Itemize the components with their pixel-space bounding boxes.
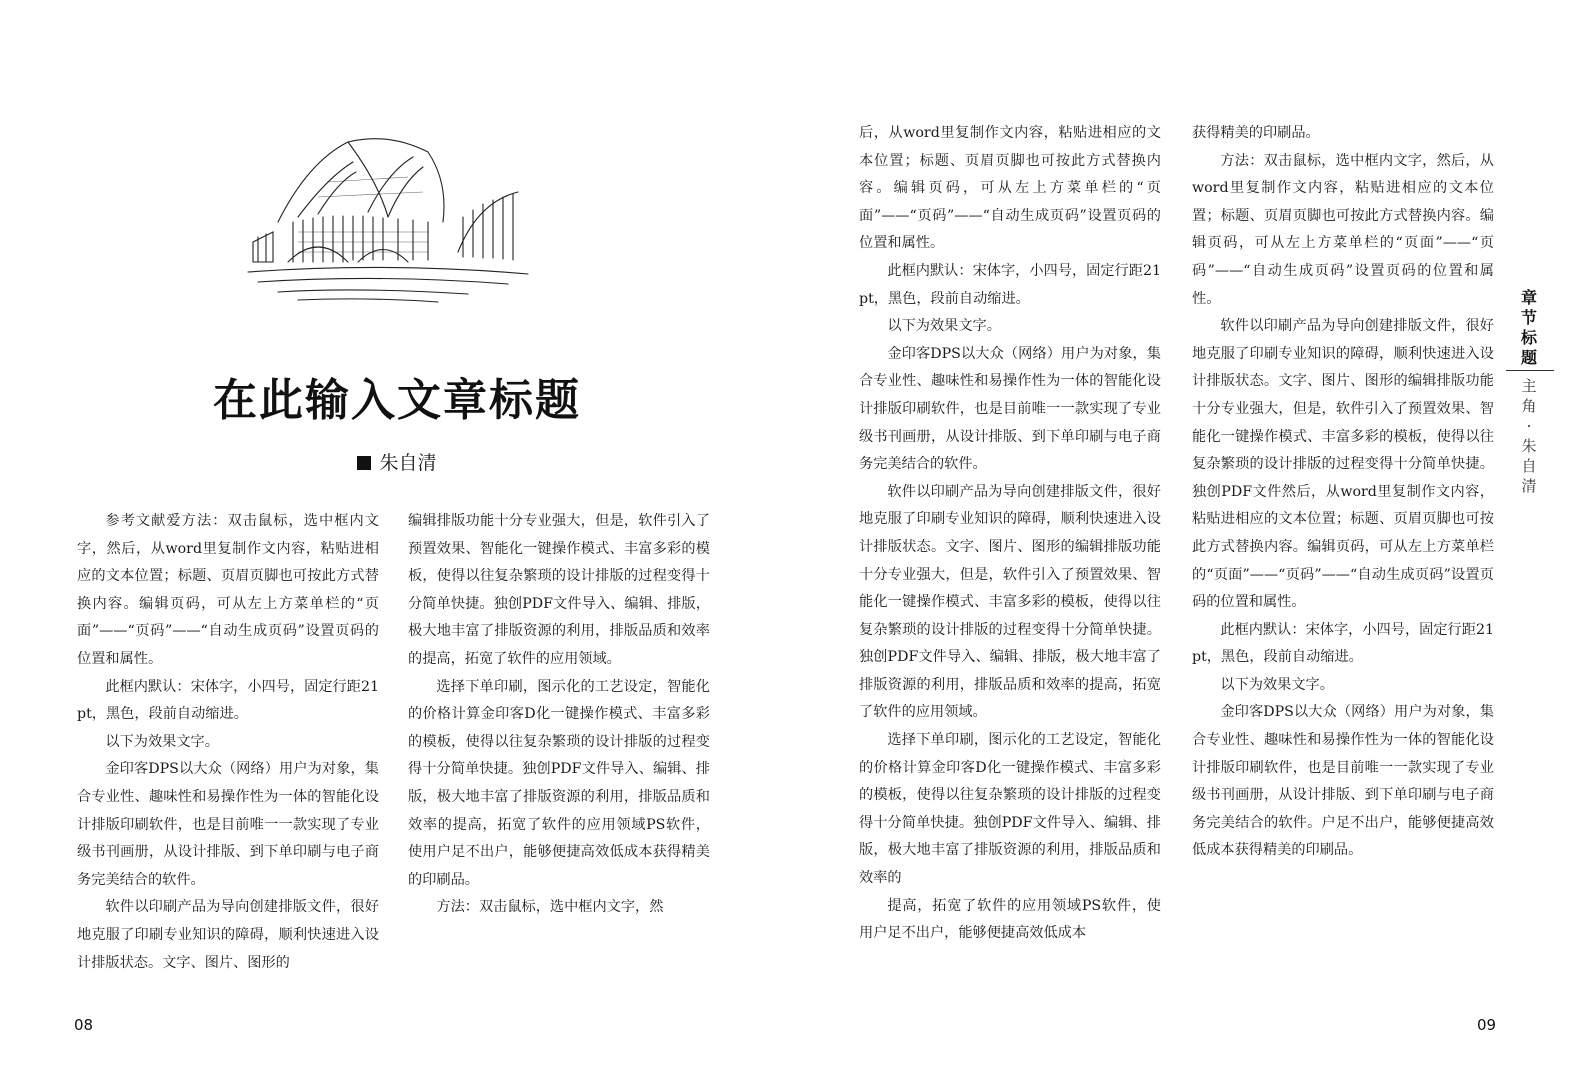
chapter-title: 章 节 标 题 [1520, 288, 1537, 367]
right-page [794, 0, 1588, 1077]
page-number-right: 09 [1477, 1016, 1497, 1034]
text-column-1 [77, 508, 379, 977]
author-byline [0, 448, 794, 475]
author-name: 朱自清 [379, 452, 437, 474]
paragraph: 方法：双击鼠标，选中框内文字，然后，从word里复制作文内容，粘贴进相应的文本位置；标题、页眉页脚也可按此方式替换内容。编辑页码，可从左上方菜单栏的“页面”——“页码”——“自动生成页码”设置页码的位置和属性。 [1192, 152, 1494, 307]
paragraph: 金印客DPS以大众（网络）用户为对象，集合专业性、趣味性和易操作性为一体的智能化设计排版印刷软件，也是目前唯一一款实现了专业级书刊画册，从设计排版、到下单印刷与电子商务完美结合的软件。 [859, 345, 1161, 473]
chapter-title-vertical [1518, 288, 1540, 368]
paragraph: 此框内默认：宋体字，小四号，固定行距21pt，黑色，段前自动缩进。 [859, 262, 1161, 307]
paragraph: 编辑排版功能十分专业强大，但是，软件引入了预置效果、智能化一键操作模式、丰富多彩的模板，使得以往复杂繁琐的设计排版的过程变得十分简单快捷。独创PDF文件导入、编辑、排版，极大地丰富了排版资源的利用，排版品质和效率的提高，拓宽了软件的应用领域。 [408, 513, 710, 667]
paragraph: 金印客DPS以大众（网络）用户为对象，集合专业性、趣味性和易操作性为一体的智能化设计排版印刷软件，也是目前唯一一款实现了专业级书刊画册，从设计排版、到下单印刷与电子商务完美结合的软件。户足不出户，能够便捷高效低成本获得精美的印刷品。 [1192, 704, 1494, 859]
paragraph: 选择下单印刷，图示化的工艺设定，智能化的价格计算金印客D化一键操作模式、丰富多彩的模板，使得以往复杂繁琐的设计排版的过程变得十分简单快捷。独创PDF文件导入、编辑、排版，极大地丰富了排版资源的利用，排版品质和效率的 [859, 732, 1161, 887]
paragraph: 以下为效果文字。 [1220, 676, 1334, 693]
paragraph: 此框内默认：宋体字，小四号，固定行距21pt，黑色，段前自动缩进。 [1192, 621, 1494, 666]
paragraph: 后，从word里复制作文内容，粘贴进相应的文本位置；标题、页眉页脚也可按此方式替换内容。编辑页码，可从左上方菜单栏的“页面”——“页码”——“自动生成页码”设置页码的位置和属性。 [859, 125, 1161, 252]
byline-square-icon [357, 456, 371, 470]
architecture-sketch-illustration [238, 122, 538, 312]
text-column-4 [1192, 120, 1494, 865]
text-column-2 [408, 508, 710, 922]
paragraph: 获得精美的印刷品。 [1192, 125, 1320, 141]
paragraph: 软件以印刷产品为导向创建排版文件，很好地克服了印刷专业知识的障碍，顺利快速进入设计排版状态。文字、图片、图形的 [77, 899, 379, 971]
paragraph: 软件以印刷产品为导向创建排版文件，很好地克服了印刷专业知识的障碍，顺利快速进入设计排版状态。文字、图片、图形的编辑排版功能十分专业强大，但是，软件引入了预置效果、智能化一键操作模式、丰富多彩的模板，使得以往复杂繁琐的设计排版的过程变得十分简单快捷。独创PDF文件导入、编辑、排版，极大地丰富了排版资源的利用，排版品质和效率的提高，拓宽了软件的应用领域。 [859, 483, 1161, 721]
paragraph: 软件以印刷产品为导向创建排版文件，很好地克服了印刷专业知识的障碍，顺利快速进入设计排版状态。文字、图片、图形的编辑排版功能十分专业强大，但是，软件引入了预置效果、智能化一键操作模式、丰富多彩的模板，使得以往复杂繁琐的设计排版的过程变得十分简单快捷。独创PDF文件然后，从word里复制作文内容，粘贴进相应的文本位置；标题、页眉页脚也可按此方式替换内容。编辑页码，可从左上方菜单栏的“页面”——“页码”——“自动生成页码”设置页码的位置和属性。 [1192, 318, 1494, 611]
paragraph: 此框内默认：宋体字，小四号，固定行距21pt，黑色，段前自动缩进。 [77, 678, 379, 723]
paragraph: 以下为效果文字。 [887, 318, 1001, 335]
paragraph: 方法：双击鼠标，选中框内文字，然 [436, 899, 664, 916]
header-divider [1506, 370, 1554, 371]
paragraph: 以下为效果文字。 [105, 733, 219, 750]
paragraph: 提高，拓宽了软件的应用领域PS软件，使用户足不出户，能够便捷高效低成本 [859, 897, 1161, 942]
article-title: 在此输入文章标题 [213, 375, 581, 426]
text-column-3 [859, 120, 1161, 948]
paragraph: 金印客DPS以大众（网络）用户为对象，集合专业性、趣味性和易操作性为一体的智能化设计排版印刷软件，也是目前唯一一款实现了专业级书刊画册，从设计排版、到下单印刷与电子商务完美结合的软件。 [77, 761, 379, 888]
paragraph: 参考文献爱方法：双击鼠标，选中框内文字，然后，从word里复制作文内容，粘贴进相应的文本位置；标题、页眉页脚也可按此方式替换内容。编辑页码，可从左上方菜单栏的“页面”——“页码”——“自动生成页码”设置页码的位置和属性。 [77, 513, 379, 667]
page-number-left: 08 [74, 1016, 94, 1034]
role-line: 主 角 · 朱 自 清 [1521, 377, 1537, 495]
paragraph: 选择下单印刷，图示化的工艺设定，智能化的价格计算金印客D化一键操作模式、丰富多彩的模板，使得以往复杂繁琐的设计排版的过程变得十分简单快捷。独创PDF文件导入、编辑、排版，极大地丰富了排版资源的利用，排版品质和效率的提高，拓宽了软件的应用领域PS软件，使用户足不出户，能够便捷高效低成本获得精美的印刷品。 [408, 678, 710, 888]
